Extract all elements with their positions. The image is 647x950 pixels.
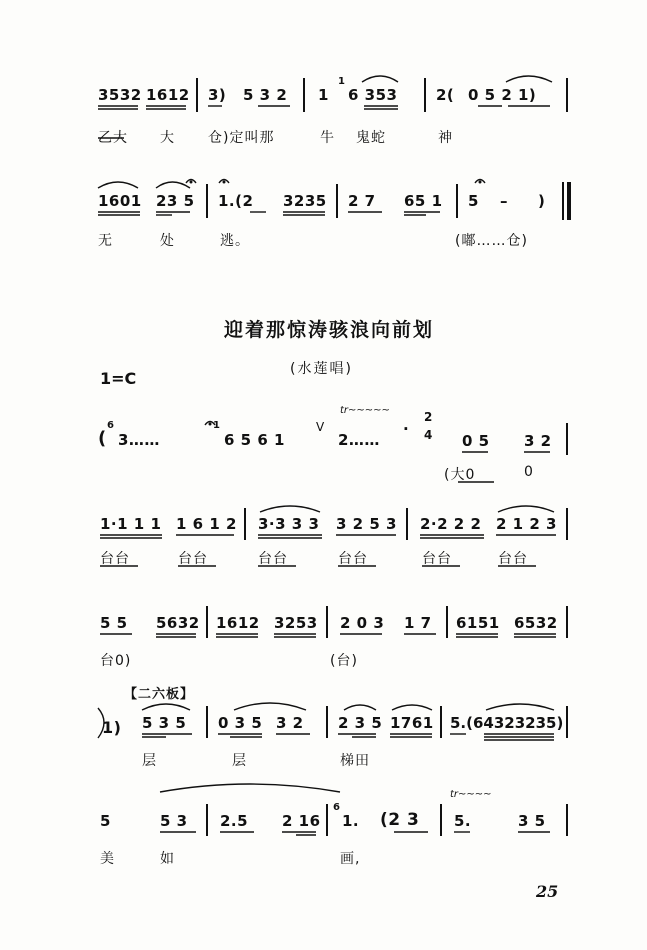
grace-note: 1 [213,420,220,431]
note-group: 5 3 [160,812,188,830]
barline [440,804,442,836]
barline [566,606,568,638]
lyric: 处 [160,233,175,249]
lyric: 台台 [178,551,208,567]
lyric: 乙大 [98,130,128,146]
lyric: 台台 [258,551,288,567]
lyric: 如 [160,851,175,867]
grace-note: 6 [333,802,340,813]
barline [206,706,208,738]
song-subtitle: (水莲唱) [290,361,353,377]
note-group: 5. [454,812,472,830]
barline [326,706,328,738]
lyric: 仓)定叫那 [208,130,275,146]
barline [566,706,568,738]
lyric: 神 [438,130,453,146]
note-group: 3 2 5 3 [336,515,397,533]
barline [456,184,458,218]
note-group: – [500,192,508,210]
section-banner: 【二六板】 [124,687,195,702]
barline [424,78,426,112]
barline [566,423,568,455]
barline [406,508,408,540]
note-group: 0 3 5 [218,714,263,732]
grace-note: 6 [107,420,114,431]
note-group: 1612 [216,614,260,632]
note-group: 3 2 [276,714,304,732]
lyric: 鬼蛇 [356,130,386,146]
barline [566,78,568,112]
note-group: 0 5 [462,432,490,450]
lyric: 台0) [100,653,132,669]
time-sig-top: 2 [424,410,433,424]
barline [336,184,338,218]
note-group: 3·3 3 3 [258,515,320,533]
note-group: 5 5 [100,614,128,632]
note-group: 6151 [456,614,500,632]
lyric: 大 [160,130,175,146]
note-group: 1. [342,812,360,830]
note-group: 2 3 5 [338,714,383,732]
note-group: 3235 [283,192,327,210]
note-group: 1.(2 [218,192,254,210]
note-group: 65 1 [404,192,443,210]
barline [244,508,246,540]
note-group: 3…… [118,431,160,449]
note-group: 1 [318,86,329,104]
lyric: 美 [100,851,115,867]
note-group: 2.5 [220,812,249,830]
note-group: 3 5 [518,812,546,830]
lyric: 梯田 [340,753,370,769]
breath-mark: V [316,420,325,434]
note-group: 1612 [146,86,190,104]
note-group: 6 5 6 1 [224,431,285,449]
lyric: 0 [524,464,534,480]
lyric: 无 [98,233,113,249]
barline [440,706,442,738]
lyric: 逃。 [220,233,250,249]
lyric: (嘟……仓) [455,233,528,249]
lyric: 台台 [338,551,368,567]
note-group: 2·2 2 2 [420,515,482,533]
note-group: ) [538,192,546,210]
trill-mark: tr~~~~ [450,789,492,800]
dot: · [403,420,410,438]
barline [303,78,305,112]
time-sig-bottom: 4 [424,428,433,442]
barline [566,804,568,836]
trill-mark: tr~~~~~ [340,405,390,416]
lyric: 台台 [422,551,452,567]
note-group: 1·1 1 1 [100,515,162,533]
grace-note: 1 [338,76,345,87]
note-group: 1) [102,718,122,737]
note-group: 2 0 3 [340,614,385,632]
note-group: 2 1 2 3 [496,515,557,533]
barline [206,804,208,836]
note-group: 5.(64323235) [450,714,564,732]
barline [206,184,208,218]
note-group: 2 7 [348,192,376,210]
note-group: 1601 [98,192,142,210]
note-group: 2 16 [282,812,321,830]
barline [206,606,208,638]
note-group: 3) [208,86,227,104]
lyric: 层 [232,753,247,769]
lyric: 台台 [100,551,130,567]
barline [446,606,448,638]
note-group: 23 5 [156,192,195,210]
note-group: 5 3 2 [243,86,288,104]
note-group: 3 2 [524,432,552,450]
lyric: (大0 [444,467,476,483]
song-title: 迎着那惊涛骇浪向前划 [224,319,435,341]
note-group: 2…… [338,431,380,449]
open-paren: ( [98,428,107,449]
note-group: 2( [436,86,455,104]
note-group: 1 7 [404,614,432,632]
lyric: 牛 [320,130,335,146]
barline [326,606,328,638]
note-group: 5632 [156,614,200,632]
key-signature: 1=C [100,369,137,388]
note-group: (2 3 [380,810,420,830]
note-group: 1 6 1 2 [176,515,237,533]
barline [326,804,328,836]
note-group: 0 5 2 1) [468,86,537,104]
lyric: 台台 [498,551,528,567]
final-barline-thick [567,182,571,220]
barline [566,508,568,540]
lyric: 画, [340,851,361,867]
barline [196,78,198,112]
note-group: 3532 [98,86,142,104]
lyric: 层 [142,753,157,769]
note-group: 1761 [390,714,434,732]
note-group: 6 353 [348,86,398,104]
note-group: 5 3 5 [142,714,187,732]
lyric: (台) [330,653,358,669]
note-group: 6532 [514,614,558,632]
note-group: 5 [100,812,111,830]
page-number: 25 [536,882,559,901]
note-group: 5 [468,192,479,210]
note-group: 3253 [274,614,318,632]
final-barline-thin [562,182,564,220]
